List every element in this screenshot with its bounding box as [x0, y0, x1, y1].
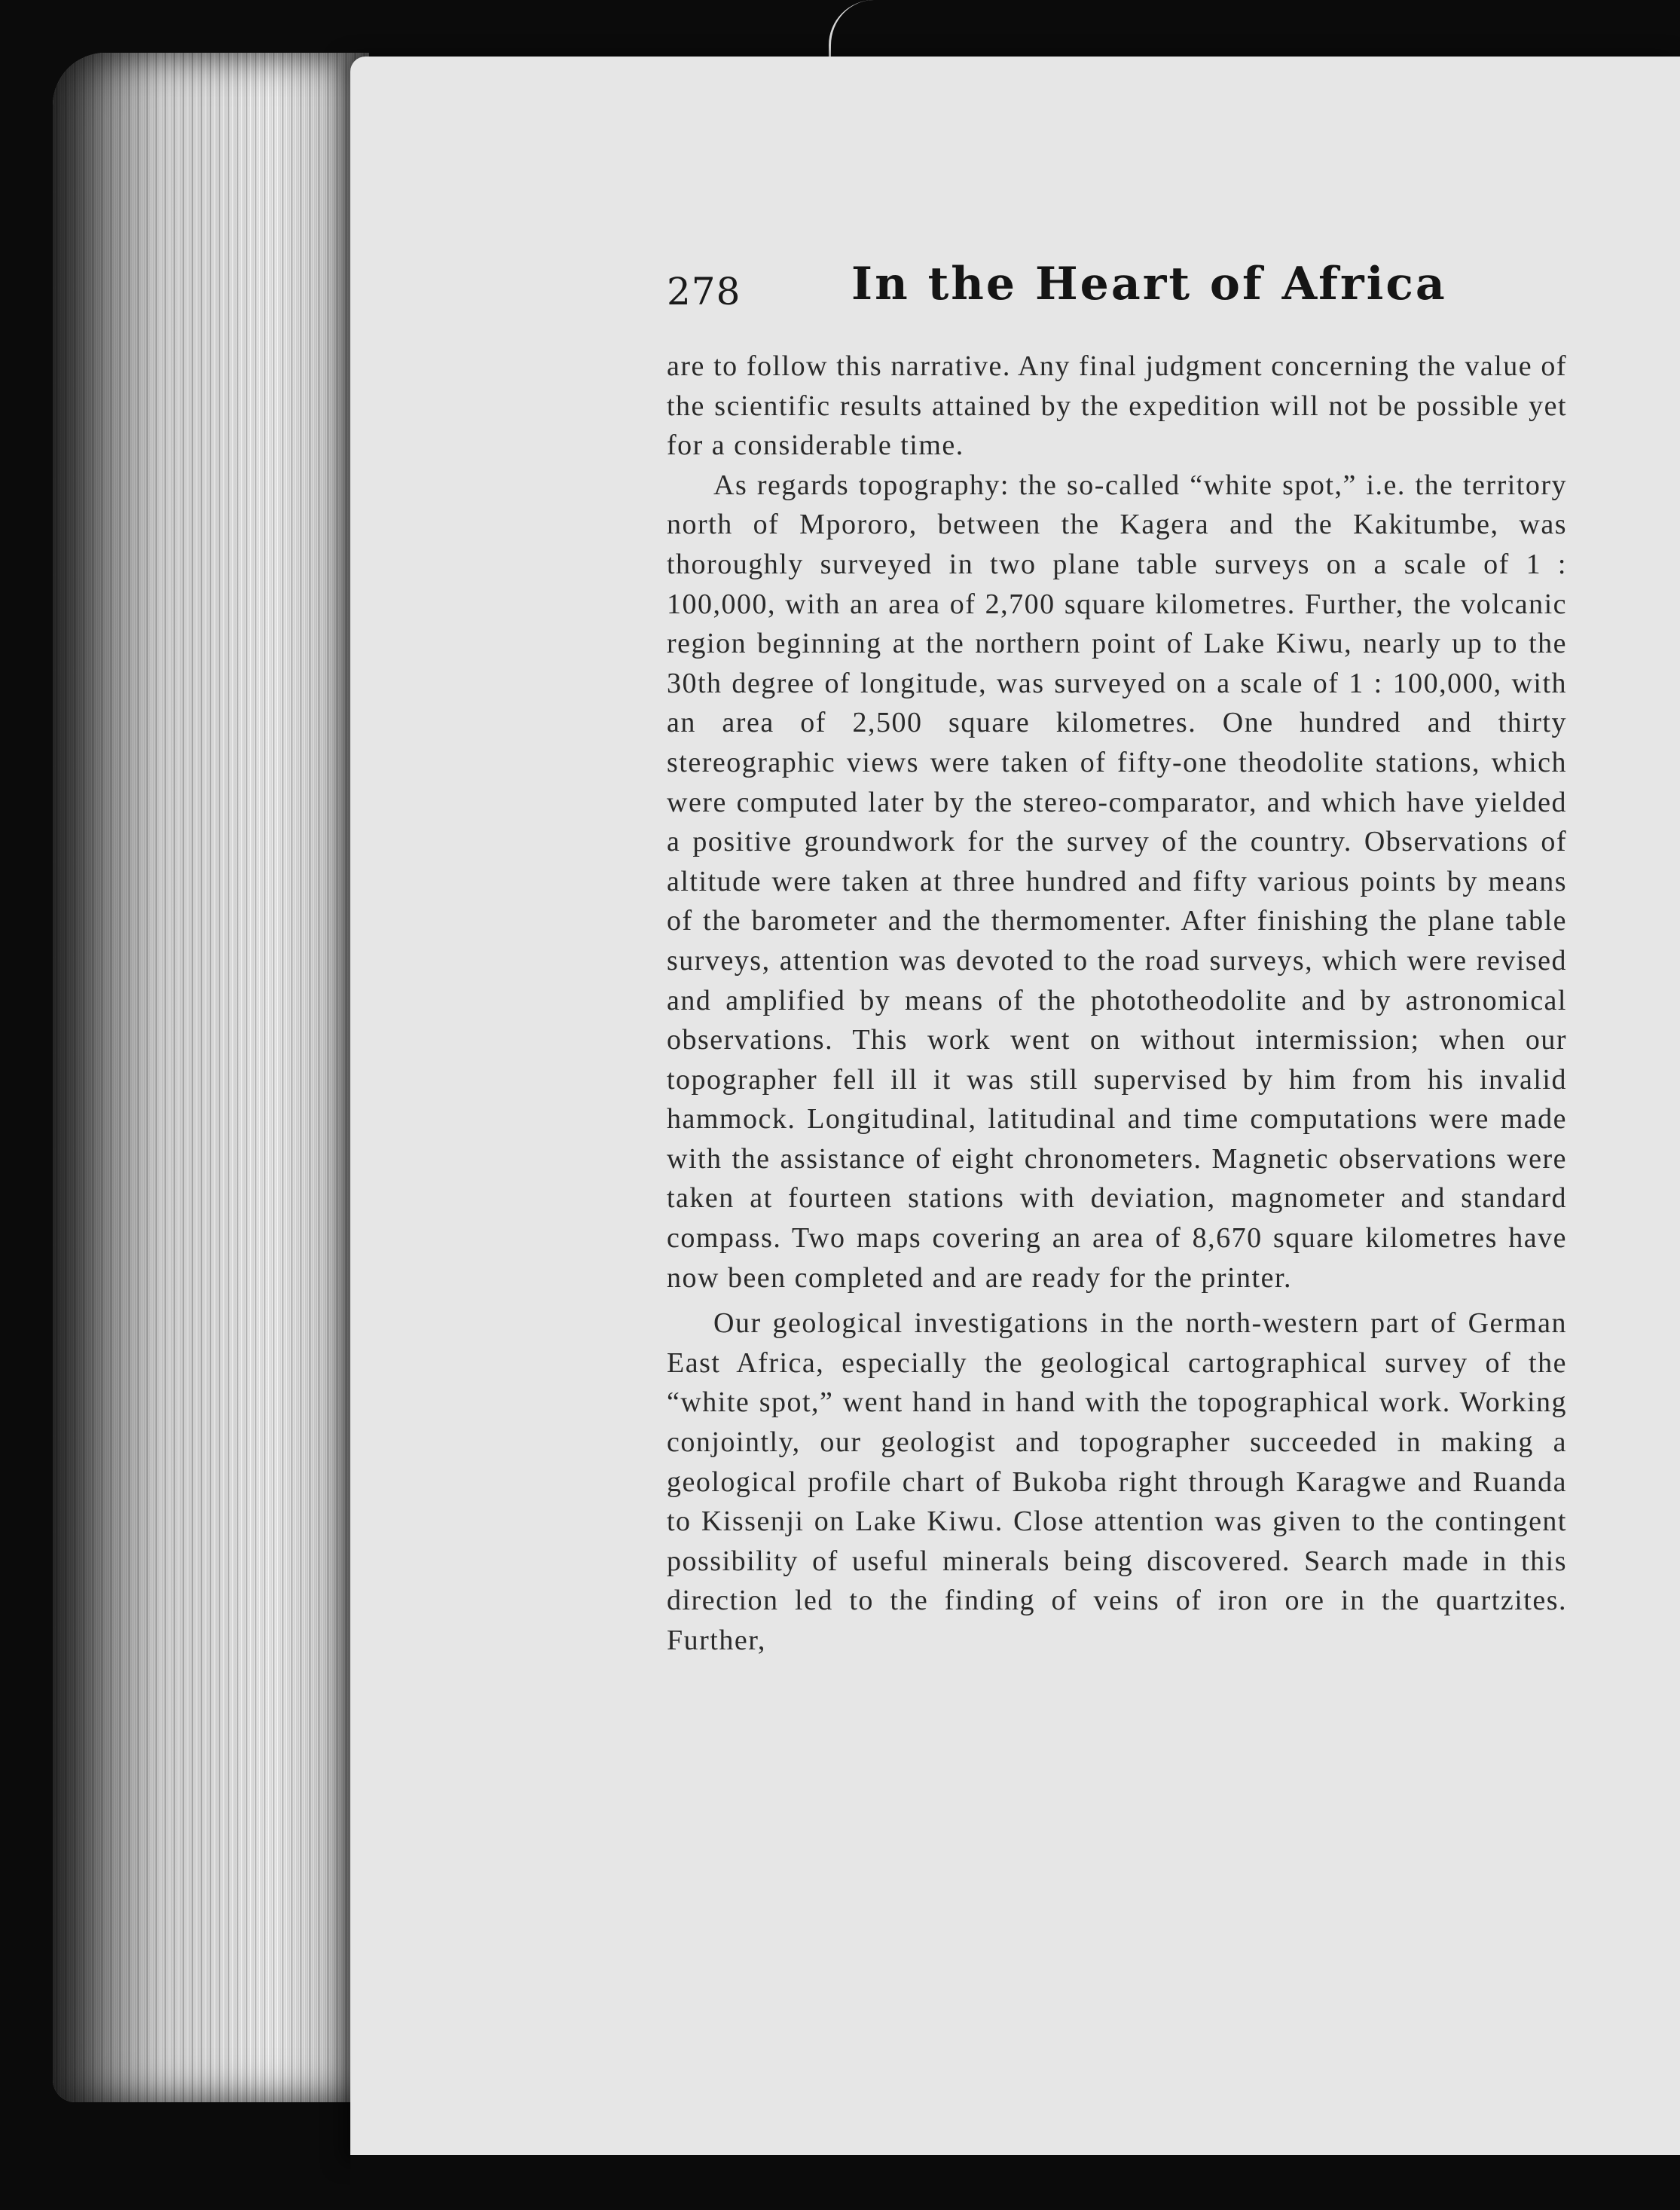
paragraph-continued: are to follow this narrative. Any final judgment concerning the value of the scientific results attained by the expedition will not be possible yet for a considerable time.: [667, 350, 1567, 462]
page-number: 278: [667, 270, 741, 313]
scan-bottom-margin: [350, 2155, 1680, 2210]
book-page-edges: [53, 53, 369, 2102]
paragraph-geology: Our geological investigations in the north-western part of German East Africa, especially the geological cartographical survey of the “white spot,” went hand in hand with the topographical work. Working conjointly, our geologist and topographer succeeded in making a geological profile chart of Bukoba right through Karagwe and Ruanda to Kissenji on Lake Kiwu. Close attention was given to the contingent possibility of useful minerals being discovered. Search made in this direction led to the finding of veins of iron ore in the quartzites. Further,: [667, 1307, 1567, 1656]
body-text: [667, 347, 1567, 1661]
running-title: In the Heart of Africa: [851, 258, 1447, 310]
paragraph-topography: As regards topography: the so-called “white spot,” i.e. the territory north of Mpororo, between the Kagera and the Kakitumbe, was thoroughly surveyed in two plane table surveys on a scale of 1 : 100,000, with an area of 2,700 square kilometres. Further, the volcanic region beginning at the northern point of Lake Kiwu, nearly up to the 30th degree of longitude, was surveyed on a scale of 1 : 100,000, with an area of 2,500 square kilometres. One hundred and thirty stereographic views were taken of fifty-one theodolite stations, which were computed later by the stereo-comparator, and which have yielded a positive groundwork for the survey of the country. Observations of altitude were taken at three hundred and fifty various points by means of the barometer and the thermomenter. After finishing the plane table surveys, attention was devoted to the road surveys, which were revised and amplified by means of the phototheodolite and by astronomical observations. This work went on without intermission; when our topographer fell ill it was still supervised by him from his invalid hammock. Longitudinal, latitudinal and time computations were made with the assistance of eight chronometers. Magnetic observations were taken at fourteen stations with deviation, magnometer and standard compass. Two maps covering an area of 8,670 square kilometres have now been completed and are ready for the printer.: [667, 469, 1567, 1294]
page-fold-curve: [829, 0, 982, 57]
page-header: [667, 256, 1571, 332]
